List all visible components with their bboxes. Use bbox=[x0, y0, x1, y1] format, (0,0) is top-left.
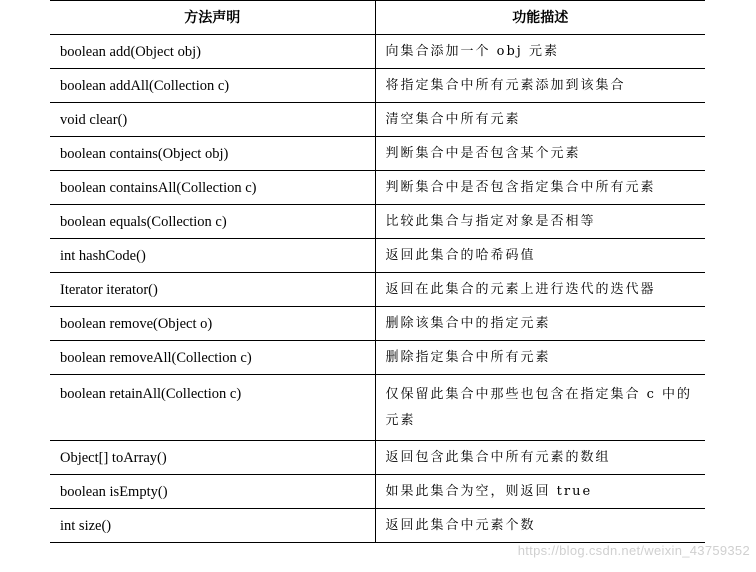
description-cell: 清空集合中所有元素 bbox=[375, 103, 705, 137]
description-cell: 返回此集合中元素个数 bbox=[375, 509, 705, 543]
description-cell: 返回包含此集合中所有元素的数组 bbox=[375, 441, 705, 475]
table-row bbox=[50, 35, 705, 69]
description-cell: 将指定集合中所有元素添加到该集合 bbox=[375, 69, 705, 103]
table-row bbox=[50, 441, 705, 475]
method-cell: boolean remove(Object o) bbox=[50, 307, 375, 341]
header-function-description: 功能描述 bbox=[375, 1, 705, 35]
watermark-text: https://blog.csdn.net/weixin_43759352 bbox=[517, 543, 750, 558]
method-cell: boolean equals(Collection c) bbox=[50, 205, 375, 239]
description-cell: 删除指定集合中所有元素 bbox=[375, 341, 705, 375]
description-cell: 如果此集合为空，则返回 true bbox=[375, 475, 705, 509]
table-row bbox=[50, 205, 705, 239]
method-cell: int hashCode() bbox=[50, 239, 375, 273]
table-row bbox=[50, 103, 705, 137]
method-cell: boolean contains(Object obj) bbox=[50, 137, 375, 171]
description-cell: 判断集合中是否包含指定集合中所有元素 bbox=[375, 171, 705, 205]
method-cell: boolean add(Object obj) bbox=[50, 35, 375, 69]
method-cell: boolean isEmpty() bbox=[50, 475, 375, 509]
method-cell: boolean containsAll(Collection c) bbox=[50, 171, 375, 205]
header-method-declaration: 方法声明 bbox=[50, 1, 375, 35]
description-cell: 删除该集合中的指定元素 bbox=[375, 307, 705, 341]
method-cell: boolean retainAll(Collection c) bbox=[50, 375, 375, 441]
method-cell: boolean addAll(Collection c) bbox=[50, 69, 375, 103]
table-row bbox=[50, 69, 705, 103]
description-cell: 判断集合中是否包含某个元素 bbox=[375, 137, 705, 171]
table-row bbox=[50, 307, 705, 341]
table-row bbox=[50, 375, 705, 441]
method-cell: boolean removeAll(Collection c) bbox=[50, 341, 375, 375]
method-cell: Object[] toArray() bbox=[50, 441, 375, 475]
description-cell: 返回在此集合的元素上进行迭代的迭代器 bbox=[375, 273, 705, 307]
description-cell: 比较此集合与指定对象是否相等 bbox=[375, 205, 705, 239]
table-row bbox=[50, 341, 705, 375]
collection-methods-table bbox=[50, 0, 705, 543]
method-cell: Iterator iterator() bbox=[50, 273, 375, 307]
table-row bbox=[50, 509, 705, 543]
method-cell: int size() bbox=[50, 509, 375, 543]
table-row bbox=[50, 239, 705, 273]
table-header-row bbox=[50, 1, 705, 35]
description-cell: 返回此集合的哈希码值 bbox=[375, 239, 705, 273]
table-row bbox=[50, 475, 705, 509]
method-cell: void clear() bbox=[50, 103, 375, 137]
description-cell: 向集合添加一个 obj 元素 bbox=[375, 35, 705, 69]
table-row bbox=[50, 171, 705, 205]
table-row bbox=[50, 273, 705, 307]
description-cell: 仅保留此集合中那些也包含在指定集合 c 中的元素 bbox=[375, 375, 705, 441]
table-row bbox=[50, 137, 705, 171]
